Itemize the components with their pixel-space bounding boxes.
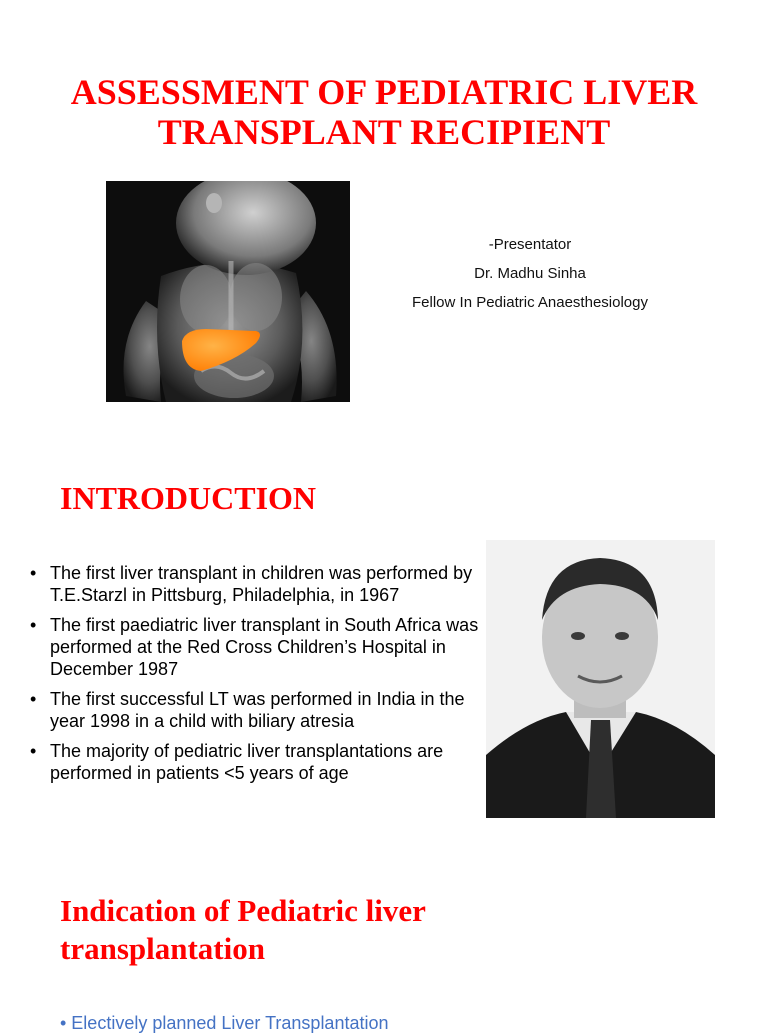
presentation-title: ASSESSMENT OF PEDIATRIC LIVER TRANSPLANT RECIPIENT <box>70 72 698 152</box>
list-item <box>30 740 485 784</box>
title-slide <box>0 0 768 440</box>
baby-anatomy-illustration <box>106 181 350 402</box>
portrait-illustration <box>486 540 715 818</box>
bullet-marker: • <box>30 563 37 583</box>
bullet-text: The first successful LT was performed in India in the year 1998 in a child with biliary atresia <box>50 689 465 731</box>
list-item <box>30 562 485 606</box>
list-item <box>30 614 485 680</box>
indication-slide <box>0 860 768 1033</box>
presenter-role: -Presentator <box>488 236 572 253</box>
bullet-marker: • <box>30 741 37 761</box>
introduction-bullets <box>30 562 485 792</box>
introduction-heading: INTRODUCTION <box>60 480 317 516</box>
bullet-marker: • <box>30 689 37 709</box>
presenter-info <box>380 230 680 317</box>
presenter-name: Dr. Madhu Sinha <box>474 265 586 282</box>
introduction-slide <box>0 440 768 860</box>
bullet-text: The first liver transplant in children was performed by T.E.Starzl in Pittsburg, Philadelphia, in 1967 <box>50 563 473 605</box>
bullet-text: The majority of pediatric liver transplantations are performed in patients <5 years of age <box>50 741 444 783</box>
bullet-text: The first paediatric liver transplant in South Africa was performed at the Red Cross Children’s Hospital in December 1987 <box>50 615 479 679</box>
list-item <box>30 688 485 732</box>
indication-heading: Indication of Pediatric liver transplantation <box>60 893 426 966</box>
presenter-position: Fellow In Pediatric Anaesthesiology <box>412 294 648 311</box>
indication-list-item: • Electively planned Liver Transplantation <box>60 1013 389 1033</box>
baby-anatomy-image <box>106 181 350 402</box>
bullet-marker: • <box>30 615 37 635</box>
starzl-portrait-photo <box>486 540 715 818</box>
